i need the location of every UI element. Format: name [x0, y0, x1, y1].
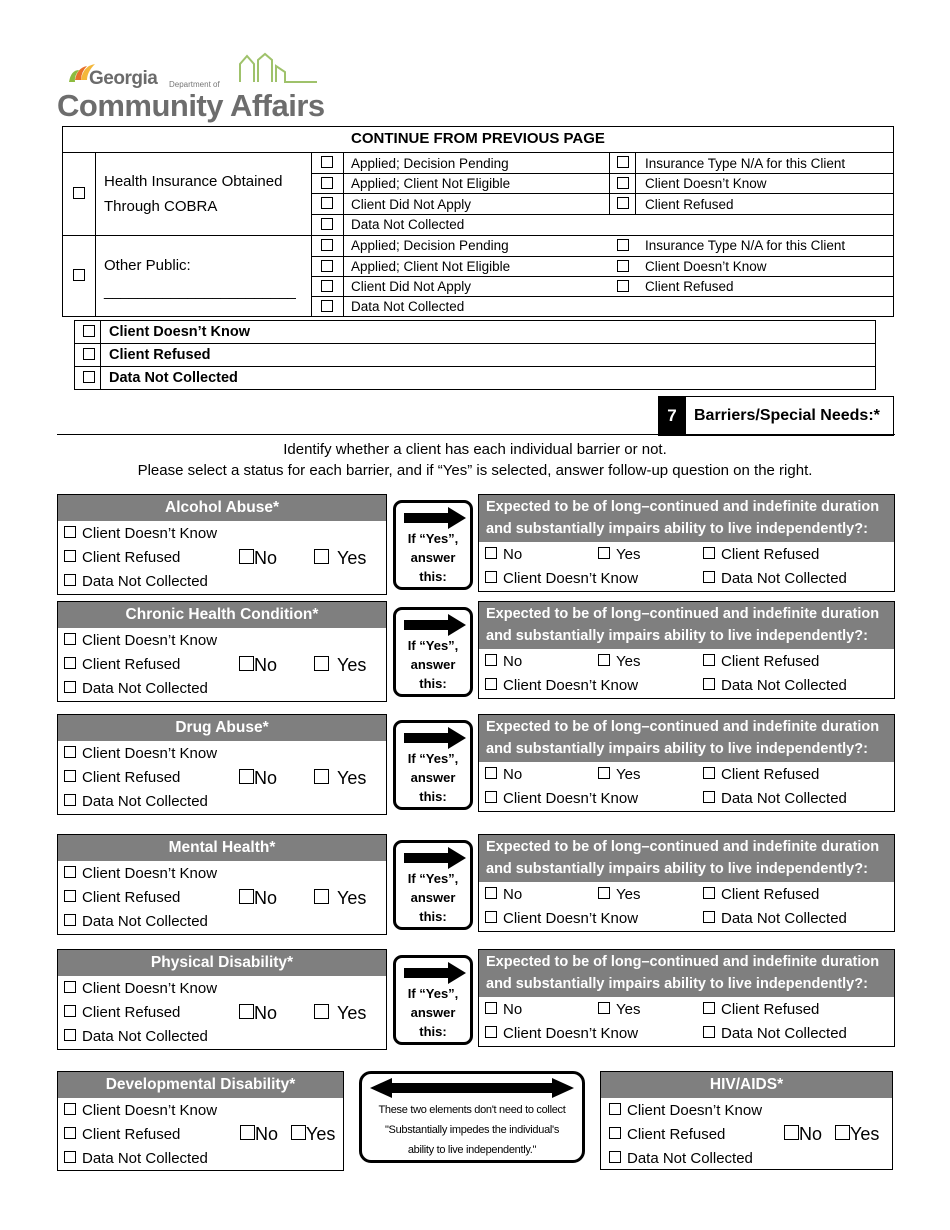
table-header: CONTINUE FROM PREVIOUS PAGE — [351, 130, 605, 147]
barrier-4-exp-yes-option[interactable]: Yes — [598, 1001, 640, 1018]
developmental-yes-option[interactable]: Yes — [291, 1124, 335, 1145]
hiv-no-checkbox[interactable] — [784, 1125, 799, 1140]
barrier-1-exp-yes-option[interactable]: Yes — [598, 653, 640, 670]
barrier-2-exp-dk-checkbox[interactable] — [485, 791, 497, 803]
barrier-2-yes-checkbox[interactable] — [314, 769, 329, 784]
barrier-4-dk-checkbox[interactable] — [64, 981, 76, 993]
developmental-yes-checkbox[interactable] — [291, 1125, 306, 1140]
other-pending-label: Applied; Decision Pending — [351, 238, 509, 253]
cobra-pending-label: Applied; Decision Pending — [351, 156, 509, 171]
instructions-line-2: Please select a status for each barrier, and if “Yes” is selected, answer follow-up question on the right. — [137, 462, 813, 479]
barrier-1-expected-line-1: Expected to be of long–continued and indefinite duration — [486, 606, 880, 622]
barrier-4-if-yes-text: If “Yes”, — [407, 986, 459, 1001]
barrier-3-box — [57, 834, 387, 935]
barrier-4-dnc-option[interactable]: Data Not Collected — [64, 1028, 208, 1045]
barrier-2-exp-cr-option[interactable]: Client Refused — [703, 766, 819, 783]
barrier-4-exp-dnc-option[interactable]: Data Not Collected — [703, 1025, 847, 1042]
barrier-0-expected-line-2: and substantially impairs ability to live independently?: — [486, 521, 868, 537]
barrier-1-exp-no-checkbox[interactable] — [485, 654, 497, 666]
other-refused-label: Client Refused — [645, 279, 734, 294]
developmental-cr-option[interactable]: Client Refused — [64, 1126, 180, 1143]
right-arrow-icon — [404, 847, 466, 869]
other-did-not-apply-label: Client Did Not Apply — [351, 279, 472, 294]
barrier-3-dk-option[interactable]: Client Doesn’t Know — [64, 865, 217, 882]
cobra-label-1: Health Insurance Obtained — [104, 173, 283, 190]
barrier-1-dnc-checkbox[interactable] — [64, 681, 76, 693]
barrier-3-expected-box — [478, 834, 895, 932]
barrier-4-expected-line-2: and substantially impairs ability to live independently?: — [486, 976, 868, 992]
barrier-0-this-text: this: — [419, 569, 447, 584]
hiv-dk-option[interactable]: Client Doesn’t Know — [609, 1102, 762, 1119]
cobra-not-eligible-label: Applied; Client Not Eligible — [351, 176, 511, 191]
barrier-1-expected-line-2: and substantially impairs ability to live independently?: — [486, 628, 868, 644]
cobra-refused-checkbox[interactable] — [617, 197, 629, 209]
cobra-dk-checkbox[interactable] — [617, 177, 629, 189]
barrier-2-dk-option[interactable]: Client Doesn’t Know — [64, 745, 217, 762]
barrier-4-exp-cr-option[interactable]: Client Refused — [703, 1001, 819, 1018]
barrier-0-cr-checkbox[interactable] — [64, 550, 76, 562]
other-dk-checkbox[interactable] — [617, 260, 629, 272]
other-na-label: Insurance Type N/A for this Client — [645, 238, 846, 253]
hiv-box — [600, 1071, 893, 1170]
barrier-3-exp-no-option[interactable]: No — [485, 886, 522, 903]
barrier-0-dnc-option[interactable]: Data Not Collected — [64, 573, 208, 590]
barrier-0-exp-yes-option[interactable]: Yes — [598, 546, 640, 563]
barrier-4-answer-text: answer — [410, 1005, 456, 1020]
other-na-checkbox[interactable] — [617, 239, 629, 251]
developmental-dk-option[interactable]: Client Doesn’t Know — [64, 1102, 217, 1119]
barrier-1-this-text: this: — [419, 676, 447, 691]
barrier-2-answer-text: answer — [410, 770, 456, 785]
barrier-0-cr-option[interactable]: Client Refused — [64, 549, 180, 566]
status-refused-label: Client Refused — [109, 347, 211, 363]
barrier-0-dk-option[interactable]: Client Doesn’t Know — [64, 525, 217, 542]
note-line-2: "Substantially impedes the individual's — [384, 1124, 560, 1136]
barrier-2-if-yes-text: If “Yes”, — [407, 751, 459, 766]
barrier-0-exp-no-checkbox[interactable] — [485, 547, 497, 559]
barrier-3-dnc-checkbox[interactable] — [64, 914, 76, 926]
barrier-2-exp-dnc-checkbox[interactable] — [703, 791, 715, 803]
barrier-0-no-checkbox[interactable] — [239, 549, 254, 564]
status-dnc-label: Data Not Collected — [109, 370, 238, 386]
barrier-1-cr-checkbox[interactable] — [64, 657, 76, 669]
barrier-3-yes-option[interactable]: Yes — [314, 888, 366, 909]
barrier-2-exp-cr-checkbox[interactable] — [703, 767, 715, 779]
status-dk-checkbox[interactable] — [83, 325, 95, 337]
developmental-dnc-checkbox[interactable] — [64, 1151, 76, 1163]
barrier-2-this-text: this: — [419, 789, 447, 804]
status-dnc-checkbox[interactable] — [83, 371, 95, 383]
barrier-1-exp-no-option[interactable]: No — [485, 653, 522, 670]
barrier-4-exp-dk-option[interactable]: Client Doesn’t Know — [485, 1025, 638, 1042]
barrier-3-this-text: this: — [419, 909, 447, 924]
barrier-4-exp-yes-checkbox[interactable] — [598, 1002, 610, 1014]
barrier-4-yes-option[interactable]: Yes — [314, 1003, 366, 1024]
double-arrow-icon — [370, 1078, 574, 1098]
other-public-label: Other Public: — [104, 257, 191, 274]
barrier-0-exp-dk-checkbox[interactable] — [485, 571, 497, 583]
barrier-4-expected-line-1: Expected to be of long–continued and indefinite duration — [486, 954, 880, 970]
barrier-3-yes-checkbox[interactable] — [314, 889, 329, 904]
cobra-pending-checkbox[interactable] — [321, 156, 333, 168]
barrier-0-answer-text: answer — [410, 550, 456, 565]
developmental-dnc-option[interactable]: Data Not Collected — [64, 1150, 208, 1167]
barrier-2-exp-yes-checkbox[interactable] — [598, 767, 610, 779]
barrier-2-expected-line-2: and substantially impairs ability to live independently?: — [486, 741, 868, 757]
other-refused-checkbox[interactable] — [617, 280, 629, 292]
status-table — [74, 320, 876, 390]
barrier-3-exp-dnc-checkbox[interactable] — [703, 911, 715, 923]
barrier-4-expected-box — [478, 949, 895, 1047]
barrier-0-if-yes-box — [393, 500, 473, 590]
barrier-2-exp-no-option[interactable]: No — [485, 766, 522, 783]
developmental-cr-checkbox[interactable] — [64, 1127, 76, 1139]
right-arrow-icon — [404, 727, 466, 749]
barrier-0-exp-no-option[interactable]: No — [485, 546, 522, 563]
hiv-yes-option[interactable]: Yes — [835, 1124, 879, 1145]
barrier-3-no-option[interactable]: No — [239, 888, 277, 909]
cobra-na-checkbox[interactable] — [617, 156, 629, 168]
barrier-2-title: Drug Abuse* — [58, 715, 386, 741]
cobra-checkbox[interactable] — [73, 187, 85, 199]
barrier-1-exp-dnc-option[interactable]: Data Not Collected — [703, 677, 847, 694]
dca-logo — [55, 52, 335, 124]
barrier-1-exp-dk-checkbox[interactable] — [485, 678, 497, 690]
hiv-cr-checkbox[interactable] — [609, 1127, 621, 1139]
status-dk-label: Client Doesn’t Know — [109, 324, 250, 340]
barrier-2-no-checkbox[interactable] — [239, 769, 254, 784]
other-not-eligible-checkbox[interactable] — [321, 260, 333, 272]
barrier-1-title: Chronic Health Condition* — [58, 602, 386, 628]
hiv-dk-checkbox[interactable] — [609, 1103, 621, 1115]
other-pending-checkbox[interactable] — [321, 239, 333, 251]
barrier-2-no-option[interactable]: No — [239, 768, 277, 789]
barrier-3-dk-checkbox[interactable] — [64, 866, 76, 878]
cobra-label-2: Through COBRA — [104, 198, 218, 215]
right-arrow-icon — [404, 614, 466, 636]
barrier-1-yes-option[interactable]: Yes — [314, 655, 366, 676]
barrier-1-dk-option[interactable]: Client Doesn’t Know — [64, 632, 217, 649]
barrier-1-expected-box — [478, 601, 895, 699]
barrier-0-expected-box — [478, 494, 895, 592]
barrier-1-exp-dnc-checkbox[interactable] — [703, 678, 715, 690]
other-dnc-label: Data Not Collected — [351, 299, 465, 314]
barrier-3-if-yes-box — [393, 840, 473, 930]
section-number: 7 — [658, 396, 686, 436]
barrier-1-exp-cr-checkbox[interactable] — [703, 654, 715, 666]
barrier-0-no-option[interactable]: No — [239, 548, 277, 569]
section-title: Barriers/Special Needs:* — [686, 396, 894, 436]
barrier-4-exp-dnc-checkbox[interactable] — [703, 1026, 715, 1038]
cobra-dk-label: Client Doesn’t Know — [645, 176, 767, 191]
barrier-0-exp-dnc-option[interactable]: Data Not Collected — [703, 570, 847, 587]
barrier-3-expected-line-2: and substantially impairs ability to live independently?: — [486, 861, 868, 877]
barrier-4-this-text: this: — [419, 1024, 447, 1039]
barrier-3-answer-text: answer — [410, 890, 456, 905]
barrier-3-exp-yes-checkbox[interactable] — [598, 887, 610, 899]
developmental-box — [57, 1071, 344, 1171]
barrier-2-dnc-option[interactable]: Data Not Collected — [64, 793, 208, 810]
barrier-1-dk-checkbox[interactable] — [64, 633, 76, 645]
barrier-0-yes-checkbox[interactable] — [314, 549, 329, 564]
barrier-4-exp-no-checkbox[interactable] — [485, 1002, 497, 1014]
barrier-1-yes-checkbox[interactable] — [314, 656, 329, 671]
developmental-no-option[interactable]: No — [240, 1124, 278, 1145]
logo-georgia: Georgia — [89, 68, 158, 89]
barrier-1-exp-yes-checkbox[interactable] — [598, 654, 610, 666]
barrier-4-no-option[interactable]: No — [239, 1003, 277, 1024]
barrier-3-if-yes-text: If “Yes”, — [407, 871, 459, 886]
barrier-1-exp-dk-option[interactable]: Client Doesn’t Know — [485, 677, 638, 694]
barrier-0-title: Alcohol Abuse* — [58, 495, 386, 521]
barrier-4-box — [57, 949, 387, 1050]
developmental-dk-checkbox[interactable] — [64, 1103, 76, 1115]
barrier-4-if-yes-box — [393, 955, 473, 1045]
barrier-3-exp-cr-checkbox[interactable] — [703, 887, 715, 899]
barrier-2-box — [57, 714, 387, 815]
barrier-0-if-yes-text: If “Yes”, — [407, 531, 459, 546]
hiv-cr-option[interactable]: Client Refused — [609, 1126, 725, 1143]
barrier-2-expected-box — [478, 714, 895, 812]
note-line-3: ability to live independently." — [407, 1144, 537, 1156]
other-did-not-apply-checkbox[interactable] — [321, 280, 333, 292]
barrier-2-if-yes-box — [393, 720, 473, 810]
barrier-1-if-yes-box — [393, 607, 473, 697]
barrier-3-exp-dk-option[interactable]: Client Doesn’t Know — [485, 910, 638, 927]
barrier-3-expected-line-1: Expected to be of long–continued and indefinite duration — [486, 839, 880, 855]
barrier-4-exp-dk-checkbox[interactable] — [485, 1026, 497, 1038]
hiv-title: HIV/AIDS* — [601, 1072, 892, 1098]
barrier-0-box — [57, 494, 387, 595]
status-refused-checkbox[interactable] — [83, 348, 95, 360]
note-box — [359, 1071, 585, 1163]
barrier-0-exp-cr-checkbox[interactable] — [703, 547, 715, 559]
barrier-2-dk-checkbox[interactable] — [64, 746, 76, 758]
barrier-4-dnc-checkbox[interactable] — [64, 1029, 76, 1041]
barrier-3-title: Mental Health* — [58, 835, 386, 861]
barrier-3-dnc-option[interactable]: Data Not Collected — [64, 913, 208, 930]
barrier-2-yes-option[interactable]: Yes — [314, 768, 366, 789]
barrier-2-exp-yes-option[interactable]: Yes — [598, 766, 640, 783]
barrier-4-title: Physical Disability* — [58, 950, 386, 976]
barrier-1-cr-option[interactable]: Client Refused — [64, 656, 180, 673]
cobra-refused-label: Client Refused — [645, 197, 734, 212]
barrier-1-box — [57, 601, 387, 702]
barrier-4-exp-no-option[interactable]: No — [485, 1001, 522, 1018]
barrier-0-exp-yes-checkbox[interactable] — [598, 547, 610, 559]
cobra-did-not-apply-label: Client Did Not Apply — [351, 197, 472, 212]
barrier-0-dk-checkbox[interactable] — [64, 526, 76, 538]
hiv-dnc-option[interactable]: Data Not Collected — [609, 1150, 753, 1167]
barrier-4-dk-option[interactable]: Client Doesn’t Know — [64, 980, 217, 997]
logo-dept: Department of — [169, 80, 220, 89]
insurance-table — [62, 126, 894, 317]
barrier-3-cr-option[interactable]: Client Refused — [64, 889, 180, 906]
other-public-blank: _______________________ — [104, 283, 296, 300]
logo-community-affairs: Community Affairs — [57, 88, 325, 123]
barrier-2-dnc-checkbox[interactable] — [64, 794, 76, 806]
note-line-1: These two elements don't need to collect — [378, 1104, 566, 1116]
barrier-1-no-checkbox[interactable] — [239, 656, 254, 671]
barrier-3-exp-dk-checkbox[interactable] — [485, 911, 497, 923]
barrier-4-exp-cr-checkbox[interactable] — [703, 1002, 715, 1014]
cobra-did-not-apply-checkbox[interactable] — [321, 197, 333, 209]
barrier-3-exp-dnc-option[interactable]: Data Not Collected — [703, 910, 847, 927]
other-not-eligible-label: Applied; Client Not Eligible — [351, 259, 511, 274]
cobra-not-eligible-checkbox[interactable] — [321, 177, 333, 189]
barrier-0-yes-option[interactable]: Yes — [314, 548, 366, 569]
hiv-yes-checkbox[interactable] — [835, 1125, 850, 1140]
barrier-2-cr-checkbox[interactable] — [64, 770, 76, 782]
barrier-2-exp-no-checkbox[interactable] — [485, 767, 497, 779]
right-arrow-icon — [404, 507, 466, 529]
barrier-3-exp-no-checkbox[interactable] — [485, 887, 497, 899]
barrier-4-cr-option[interactable]: Client Refused — [64, 1004, 180, 1021]
barrier-0-expected-line-1: Expected to be of long–continued and indefinite duration — [486, 499, 880, 515]
developmental-no-checkbox[interactable] — [240, 1125, 255, 1140]
barrier-0-exp-dk-option[interactable]: Client Doesn’t Know — [485, 570, 638, 587]
developmental-title: Developmental Disability* — [58, 1072, 343, 1098]
barrier-1-dnc-option[interactable]: Data Not Collected — [64, 680, 208, 697]
cobra-dnc-label: Data Not Collected — [351, 217, 465, 232]
hiv-no-option[interactable]: No — [784, 1124, 822, 1145]
barrier-0-dnc-checkbox[interactable] — [64, 574, 76, 586]
barrier-4-yes-checkbox[interactable] — [314, 1004, 329, 1019]
barrier-0-exp-dnc-checkbox[interactable] — [703, 571, 715, 583]
barrier-4-no-checkbox[interactable] — [239, 1004, 254, 1019]
cobra-dnc-checkbox[interactable] — [321, 218, 333, 230]
barrier-3-cr-checkbox[interactable] — [64, 890, 76, 902]
barrier-2-cr-option[interactable]: Client Refused — [64, 769, 180, 786]
barrier-4-cr-checkbox[interactable] — [64, 1005, 76, 1017]
barrier-3-exp-cr-option[interactable]: Client Refused — [703, 886, 819, 903]
other-public-checkbox[interactable] — [73, 269, 85, 281]
hiv-dnc-checkbox[interactable] — [609, 1151, 621, 1163]
barrier-3-no-checkbox[interactable] — [239, 889, 254, 904]
barrier-0-exp-cr-option[interactable]: Client Refused — [703, 546, 819, 563]
cobra-na-label: Insurance Type N/A for this Client — [645, 156, 846, 171]
instructions-line-1: Identify whether a client has each individual barrier or not. — [283, 441, 667, 458]
barrier-1-answer-text: answer — [410, 657, 456, 672]
other-dk-label: Client Doesn’t Know — [645, 259, 767, 274]
other-dnc-checkbox[interactable] — [321, 300, 333, 312]
barrier-2-exp-dk-option[interactable]: Client Doesn’t Know — [485, 790, 638, 807]
barrier-2-exp-dnc-option[interactable]: Data Not Collected — [703, 790, 847, 807]
right-arrow-icon — [404, 962, 466, 984]
barrier-3-exp-yes-option[interactable]: Yes — [598, 886, 640, 903]
barrier-1-if-yes-text: If “Yes”, — [407, 638, 459, 653]
barrier-2-expected-line-1: Expected to be of long–continued and indefinite duration — [486, 719, 880, 735]
barrier-1-no-option[interactable]: No — [239, 655, 277, 676]
barrier-1-exp-cr-option[interactable]: Client Refused — [703, 653, 819, 670]
